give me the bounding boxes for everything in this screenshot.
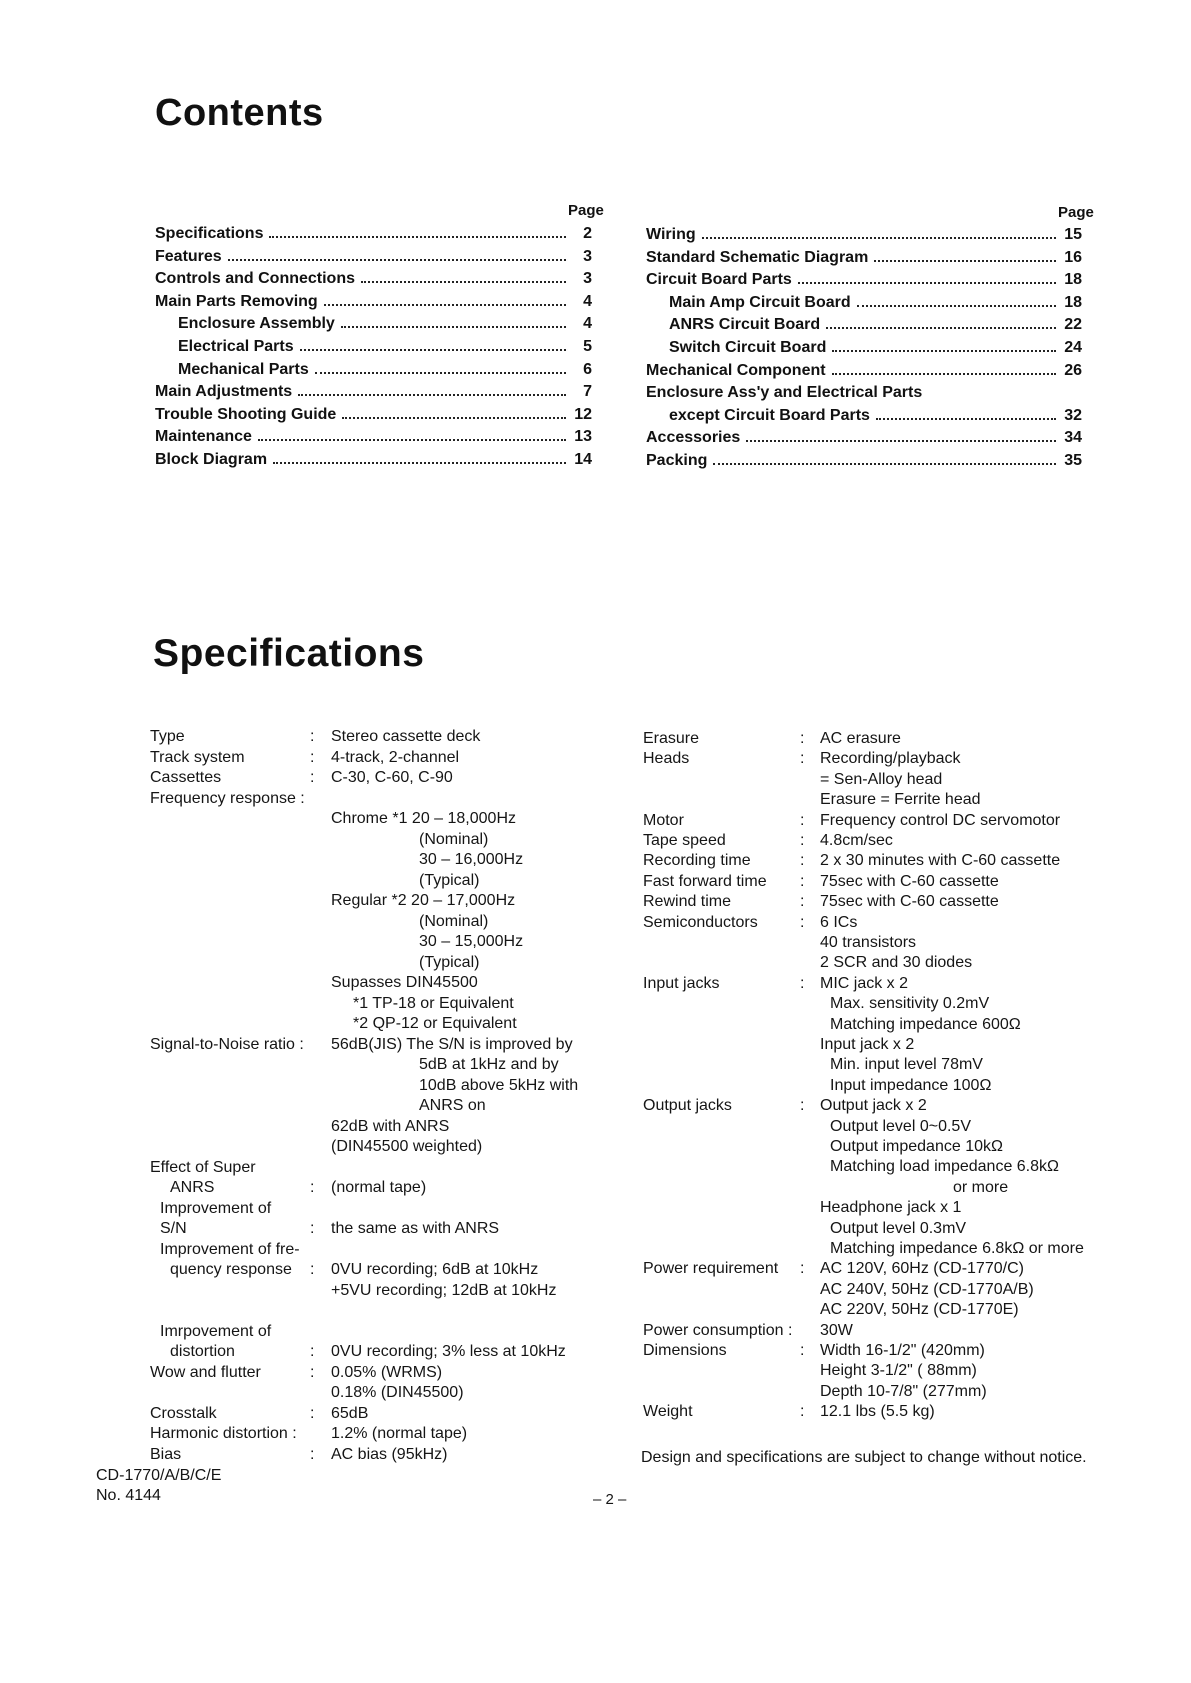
toc-entry bbox=[178, 358, 592, 382]
spec-value: 75sec with C-60 cassette bbox=[820, 893, 999, 911]
toc-leader-dots bbox=[324, 290, 566, 306]
spec-value: (Typical) bbox=[419, 871, 480, 889]
spec-label: Frequency response : bbox=[150, 789, 305, 807]
spec-colon: : bbox=[310, 1261, 315, 1278]
toc-entry-label: Features bbox=[155, 247, 222, 265]
spec-value: the same as with ANRS bbox=[331, 1220, 500, 1237]
toc-entry-label: Accessories bbox=[646, 429, 741, 447]
toc-leader-dots bbox=[832, 336, 1056, 352]
spec-value: 5dB at 1kHz and by bbox=[419, 1056, 559, 1073]
spec-colon: : bbox=[310, 769, 315, 786]
spec-label: Tape speed bbox=[643, 832, 726, 849]
toc-entry-page: 4 bbox=[583, 292, 592, 310]
toc-entry bbox=[669, 336, 1082, 360]
spec-colon: : bbox=[800, 1260, 805, 1278]
toc-leader-dots bbox=[826, 313, 1056, 329]
spec-change-notice: Design and specifications are subject to change without notice. bbox=[641, 1449, 1087, 1466]
toc-entry bbox=[155, 290, 592, 314]
spec-value: MIC jack x 2 bbox=[820, 974, 909, 992]
toc-entry-label: Block Diagram bbox=[155, 451, 268, 468]
spec-colon: : bbox=[800, 893, 805, 911]
spec-value: Height 3-1/2" ( 88mm) bbox=[820, 1362, 977, 1380]
spec-label: S/N bbox=[160, 1220, 187, 1237]
spec-value: AC erasure bbox=[820, 730, 901, 747]
toc-entry-label: Enclosure Ass'y and Electrical Parts bbox=[646, 384, 923, 402]
spec-value: 30 – 16,000Hz bbox=[419, 851, 524, 868]
spec-value: AC bias (95kHz) bbox=[331, 1445, 448, 1463]
spec-value: 30W bbox=[820, 1321, 853, 1339]
spec-value: Stereo cassette deck bbox=[331, 728, 481, 745]
toc-right-page-header: Page bbox=[1058, 204, 1094, 221]
toc-entry bbox=[155, 222, 592, 246]
spec-colon: : bbox=[800, 852, 805, 870]
spec-label: ANRS bbox=[170, 1179, 215, 1196]
toc-entry-page: 22 bbox=[1064, 316, 1082, 334]
spec-colon: : bbox=[310, 728, 315, 745]
toc-entry-page: 4 bbox=[583, 315, 592, 333]
toc-entry bbox=[646, 246, 1082, 270]
toc-entry-page: 3 bbox=[583, 270, 592, 288]
toc-entry-page: 26 bbox=[1064, 361, 1082, 379]
toc-entry bbox=[669, 291, 1082, 315]
specifications-title: Specifications bbox=[153, 632, 425, 675]
spec-value: Matching load impedance 6.8kΩ bbox=[830, 1158, 1059, 1176]
toc-entry bbox=[669, 313, 1082, 337]
spec-value: 0VU recording; 6dB at 10kHz bbox=[331, 1261, 539, 1278]
toc-entry-label: Mechanical Parts bbox=[178, 360, 309, 378]
toc-entry bbox=[646, 359, 1082, 383]
spec-colon: : bbox=[800, 974, 805, 992]
toc-leader-dots bbox=[702, 223, 1056, 239]
spec-value: +5VU recording; 12dB at 10kHz bbox=[331, 1281, 557, 1299]
spec-value: (DIN45500 weighted) bbox=[331, 1138, 483, 1155]
spec-label: Bias bbox=[150, 1445, 182, 1463]
spec-value: 4.8cm/sec bbox=[820, 832, 893, 849]
spec-colon: : bbox=[800, 1097, 805, 1115]
spec-label: Motor bbox=[643, 811, 684, 829]
spec-value: Erasure = Ferrite head bbox=[820, 791, 981, 809]
spec-label: distortion bbox=[170, 1343, 235, 1360]
spec-value: 75sec with C-60 cassette bbox=[820, 872, 999, 890]
toc-leader-dots bbox=[798, 268, 1056, 284]
spec-value: Width 16-1/2" (420mm) bbox=[820, 1342, 985, 1359]
spec-label: Fast forward time bbox=[643, 872, 767, 890]
toc-entry bbox=[155, 448, 592, 472]
toc-entry-page: 13 bbox=[574, 428, 592, 446]
spec-label: Recording time bbox=[643, 852, 751, 870]
spec-value: 30 – 15,000Hz bbox=[419, 933, 524, 950]
spec-value: Frequency control DC servomotor bbox=[820, 811, 1061, 829]
spec-value: 10dB above 5kHz with bbox=[419, 1076, 579, 1094]
spec-label: Wow and flutter bbox=[150, 1363, 261, 1381]
spec-value: Input jack x 2 bbox=[820, 1036, 915, 1053]
spec-value: (Typical) bbox=[419, 953, 480, 971]
toc-entry bbox=[155, 425, 592, 449]
spec-colon: : bbox=[310, 1220, 315, 1237]
footer-page-number: – 2 – bbox=[593, 1491, 627, 1508]
spec-colon: : bbox=[800, 730, 805, 747]
spec-value: 0VU recording; 3% less at 10kHz bbox=[331, 1343, 566, 1360]
toc-entry-label: Enclosure Assembly bbox=[178, 315, 335, 333]
toc-entry-page: 16 bbox=[1064, 248, 1082, 266]
spec-value: Recording/playback bbox=[820, 750, 961, 768]
spec-value: *1 TP-18 or Equivalent bbox=[353, 994, 514, 1012]
toc-entry-page: 35 bbox=[1064, 452, 1082, 469]
spec-value: (Nominal) bbox=[419, 830, 489, 848]
spec-label: Weight bbox=[643, 1403, 693, 1421]
toc-entry-label: ANRS Circuit Board bbox=[669, 316, 821, 334]
toc-leader-dots bbox=[713, 449, 1056, 465]
spec-value: Input impedance 100Ω bbox=[830, 1076, 992, 1094]
spec-value: (Nominal) bbox=[419, 912, 489, 930]
spec-colon: : bbox=[800, 872, 805, 890]
spec-colon: : bbox=[800, 750, 805, 768]
toc-entry bbox=[155, 403, 592, 427]
spec-value: C-30, C-60, C-90 bbox=[331, 769, 453, 786]
toc-leader-dots bbox=[342, 403, 566, 419]
toc-leader-dots bbox=[300, 335, 566, 351]
toc-leader-dots bbox=[341, 312, 566, 328]
spec-colon: : bbox=[310, 1363, 315, 1381]
toc-leader-dots bbox=[876, 404, 1056, 420]
toc-entry-label: Trouble Shooting Guide bbox=[155, 405, 337, 423]
spec-colon: : bbox=[800, 811, 805, 829]
toc-entry-label: Main Adjustments bbox=[155, 383, 293, 401]
spec-value: 1.2% (normal tape) bbox=[331, 1425, 468, 1442]
spec-value: 4-track, 2-channel bbox=[331, 748, 460, 766]
toc-entry-label: except Circuit Board Parts bbox=[669, 406, 870, 424]
toc-entry-page: 24 bbox=[1064, 339, 1082, 356]
toc-leader-dots bbox=[298, 380, 566, 396]
toc-leader-dots bbox=[361, 267, 566, 283]
spec-label: Track system bbox=[150, 748, 245, 766]
toc-entry-label: Main Amp Circuit Board bbox=[669, 293, 851, 311]
spec-value: 40 transistors bbox=[820, 934, 917, 951]
spec-value: 2 x 30 minutes with C-60 cassette bbox=[820, 852, 1061, 870]
spec-colon: : bbox=[800, 1403, 805, 1421]
spec-label: Signal-to-Noise ratio : bbox=[150, 1035, 304, 1053]
spec-value: or more bbox=[953, 1178, 1009, 1196]
spec-label: Heads bbox=[643, 750, 690, 768]
spec-label: quency response bbox=[170, 1261, 292, 1278]
toc-entry bbox=[155, 380, 592, 404]
spec-value: Output level 0~0.5V bbox=[830, 1117, 971, 1135]
spec-colon: : bbox=[310, 1404, 315, 1422]
toc-entry-page: 12 bbox=[574, 405, 592, 423]
footer-model: CD-1770/A/B/C/E bbox=[96, 1467, 222, 1484]
spec-value: Supasses DIN45500 bbox=[331, 974, 478, 991]
spec-label: Semiconductors bbox=[643, 913, 758, 931]
spec-label: Erasure bbox=[643, 730, 700, 747]
toc-entry-page: 14 bbox=[574, 451, 592, 468]
spec-colon: : bbox=[310, 1445, 315, 1463]
spec-value: Output level 0.3mV bbox=[830, 1219, 967, 1237]
toc-entry-label: Controls and Connections bbox=[155, 270, 355, 288]
toc-entry bbox=[669, 404, 1082, 428]
spec-label: Power consumption : bbox=[643, 1321, 793, 1339]
toc-entry bbox=[155, 245, 592, 269]
spec-label: Cassettes bbox=[150, 769, 222, 786]
toc-leader-dots bbox=[874, 246, 1056, 262]
spec-value: *2 QP-12 or Equivalent bbox=[353, 1015, 517, 1032]
toc-leader-dots bbox=[228, 245, 566, 261]
spec-colon: : bbox=[310, 1179, 315, 1196]
spec-value: Matching impedance 600Ω bbox=[830, 1015, 1021, 1033]
spec-value: Output jack x 2 bbox=[820, 1097, 927, 1115]
toc-entry-label: Mechanical Component bbox=[646, 361, 826, 379]
spec-label: Power requirement bbox=[643, 1260, 779, 1278]
spec-value: 65dB bbox=[331, 1404, 369, 1422]
toc-left-page-header: Page bbox=[568, 202, 604, 219]
toc-entry-page: 15 bbox=[1064, 226, 1082, 243]
toc-entry bbox=[178, 312, 592, 336]
spec-colon: : bbox=[310, 748, 315, 766]
toc-entry bbox=[646, 223, 1082, 247]
spec-colon: : bbox=[310, 1343, 315, 1360]
spec-label: Type bbox=[150, 728, 185, 745]
spec-value: 2 SCR and 30 diodes bbox=[820, 954, 973, 972]
toc-leader-dots bbox=[273, 448, 566, 464]
toc-entry-label: Main Parts Removing bbox=[155, 292, 318, 310]
toc-entry bbox=[646, 381, 1082, 405]
spec-value: AC 240V, 50Hz (CD-1770A/B) bbox=[820, 1280, 1034, 1298]
spec-value: 56dB(JIS) The S/N is improved by bbox=[331, 1035, 573, 1053]
contents-title: Contents bbox=[155, 92, 324, 134]
toc-entry bbox=[646, 426, 1082, 450]
toc-entry-page: 34 bbox=[1064, 429, 1082, 447]
toc-leader-dots bbox=[832, 359, 1056, 375]
spec-label: Output jacks bbox=[643, 1097, 732, 1115]
spec-label: Imrpovement of bbox=[160, 1322, 272, 1340]
toc-leader-dots bbox=[269, 222, 566, 238]
toc-entry-page: 3 bbox=[583, 247, 592, 265]
spec-label: Dimensions bbox=[643, 1342, 727, 1359]
toc-entry-label: Maintenance bbox=[155, 428, 252, 446]
toc-entry-label: Packing bbox=[646, 452, 708, 469]
toc-entry-label: Electrical Parts bbox=[178, 338, 294, 355]
footer-doc-number: No. 4144 bbox=[96, 1487, 161, 1504]
toc-entry-page: 18 bbox=[1064, 293, 1082, 311]
toc-entry-page: 6 bbox=[583, 360, 592, 378]
spec-label: Input jacks bbox=[643, 974, 720, 992]
spec-value: Min. input level 78mV bbox=[830, 1056, 983, 1074]
toc-entry bbox=[646, 449, 1082, 473]
toc-entry bbox=[155, 267, 592, 291]
spec-label: Harmonic distortion : bbox=[150, 1425, 297, 1442]
spec-value: 0.05% (WRMS) bbox=[331, 1363, 443, 1381]
toc-entry bbox=[178, 335, 592, 359]
spec-value: ANRS on bbox=[419, 1097, 486, 1114]
spec-value: AC 120V, 60Hz (CD-1770/C) bbox=[820, 1260, 1024, 1278]
spec-value: 0.18% (DIN45500) bbox=[331, 1384, 464, 1401]
toc-entry-page: 2 bbox=[583, 225, 592, 242]
spec-value: (normal tape) bbox=[331, 1179, 427, 1196]
spec-value: Output impedance 10kΩ bbox=[830, 1138, 1003, 1155]
spec-value: Regular *2 20 – 17,000Hz bbox=[331, 892, 516, 909]
spec-colon: : bbox=[800, 832, 805, 849]
spec-value: 12.1 lbs (5.5 kg) bbox=[820, 1403, 935, 1421]
spec-value: Chrome *1 20 – 18,000Hz bbox=[331, 810, 516, 827]
spec-label: Effect of Super bbox=[150, 1158, 256, 1176]
spec-value: Matching impedance 6.8kΩ or more bbox=[830, 1240, 1084, 1257]
toc-entry bbox=[646, 268, 1082, 292]
spec-label: Improvement of fre- bbox=[160, 1240, 300, 1258]
spec-colon: : bbox=[800, 913, 805, 931]
toc-leader-dots bbox=[857, 291, 1056, 307]
toc-entry-page: 32 bbox=[1064, 406, 1082, 424]
spec-value: Headphone jack x 1 bbox=[820, 1199, 962, 1217]
toc-entry-label: Standard Schematic Diagram bbox=[646, 248, 869, 266]
toc-leader-dots bbox=[315, 358, 566, 374]
spec-colon: : bbox=[800, 1342, 805, 1359]
spec-value: = Sen-Alloy head bbox=[820, 770, 943, 788]
toc-entry-label: Switch Circuit Board bbox=[669, 339, 827, 356]
spec-label: Rewind time bbox=[643, 893, 732, 911]
toc-entry-page: 5 bbox=[583, 338, 592, 355]
spec-label: Crosstalk bbox=[150, 1404, 217, 1422]
spec-value: Depth 10-7/8" (277mm) bbox=[820, 1382, 987, 1400]
toc-entry-page: 7 bbox=[583, 383, 592, 401]
toc-entry-label: Circuit Board Parts bbox=[646, 271, 792, 289]
spec-label: Improvement of bbox=[160, 1199, 272, 1217]
toc-entry-label: Wiring bbox=[646, 226, 696, 243]
toc-entry-page: 18 bbox=[1064, 271, 1082, 289]
spec-value: 6 ICs bbox=[820, 913, 858, 931]
toc-leader-dots bbox=[746, 426, 1056, 442]
toc-leader-dots bbox=[258, 425, 566, 441]
spec-value: Max. sensitivity 0.2mV bbox=[830, 995, 990, 1013]
spec-value: 62dB with ANRS bbox=[331, 1117, 450, 1135]
spec-value: AC 220V, 50Hz (CD-1770E) bbox=[820, 1301, 1019, 1319]
toc-entry-label: Specifications bbox=[155, 225, 264, 242]
